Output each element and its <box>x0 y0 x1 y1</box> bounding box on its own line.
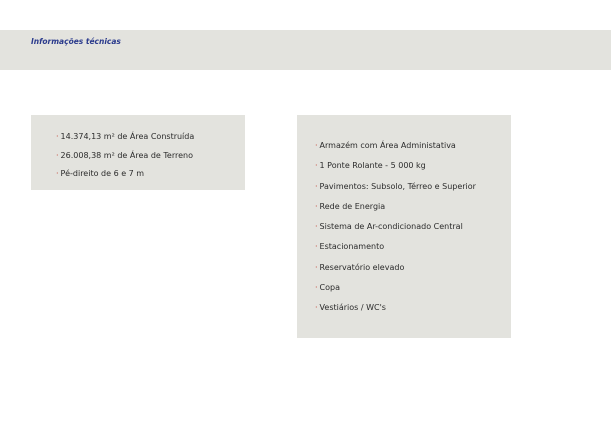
bullet-marker: · <box>315 161 318 171</box>
header-band <box>0 30 611 70</box>
bullet-marker: · <box>315 201 318 211</box>
bullet-marker: · <box>315 181 318 191</box>
list-item <box>56 151 194 170</box>
list-item-label: Pé-direito de 6 e 7 m <box>60 169 145 178</box>
area-specs-list <box>56 132 194 188</box>
list-item <box>315 283 476 303</box>
bullet-marker: · <box>315 303 318 313</box>
bullet-marker: · <box>56 169 59 178</box>
list-item-label: Rede de Energia <box>319 201 386 211</box>
bullet-marker: · <box>56 150 59 160</box>
list-item <box>315 161 476 181</box>
list-item-label: 26.008,38 m² de Área de Terreno <box>60 150 193 160</box>
list-item-label: Armazém com Área Administativa <box>319 141 456 150</box>
bullet-marker: · <box>315 262 318 272</box>
section-title: Informações técnicas <box>31 37 121 46</box>
list-item <box>56 132 194 151</box>
list-item <box>315 141 476 161</box>
list-item <box>315 242 476 262</box>
list-item <box>56 169 194 188</box>
features-list <box>315 141 476 324</box>
bullet-marker: · <box>315 242 318 252</box>
bullet-marker: · <box>315 222 318 232</box>
list-item-label: Sistema de Ar-condicionado Central <box>319 222 463 232</box>
area-specs-card <box>31 115 245 190</box>
features-card <box>297 115 511 338</box>
list-item-label: Vestiários / WC's <box>319 303 386 313</box>
list-item <box>315 263 476 283</box>
list-item-label: 14.374,13 m² de Área Construída <box>60 132 195 141</box>
list-item <box>315 303 476 323</box>
bullet-marker: · <box>315 141 318 150</box>
bullet-marker: · <box>56 132 59 141</box>
list-item <box>315 182 476 202</box>
list-item-label: Pavimentos: Subsolo, Térreo e Superior <box>319 181 476 191</box>
list-item <box>315 222 476 242</box>
list-item <box>315 202 476 222</box>
list-item-label: Estacionamento <box>319 242 385 252</box>
list-item-label: Copa <box>319 283 341 293</box>
list-item-label: 1 Ponte Rolante - 5 000 kg <box>319 161 426 171</box>
list-item-label: Reservatório elevado <box>319 262 405 272</box>
bullet-marker: · <box>315 283 318 293</box>
